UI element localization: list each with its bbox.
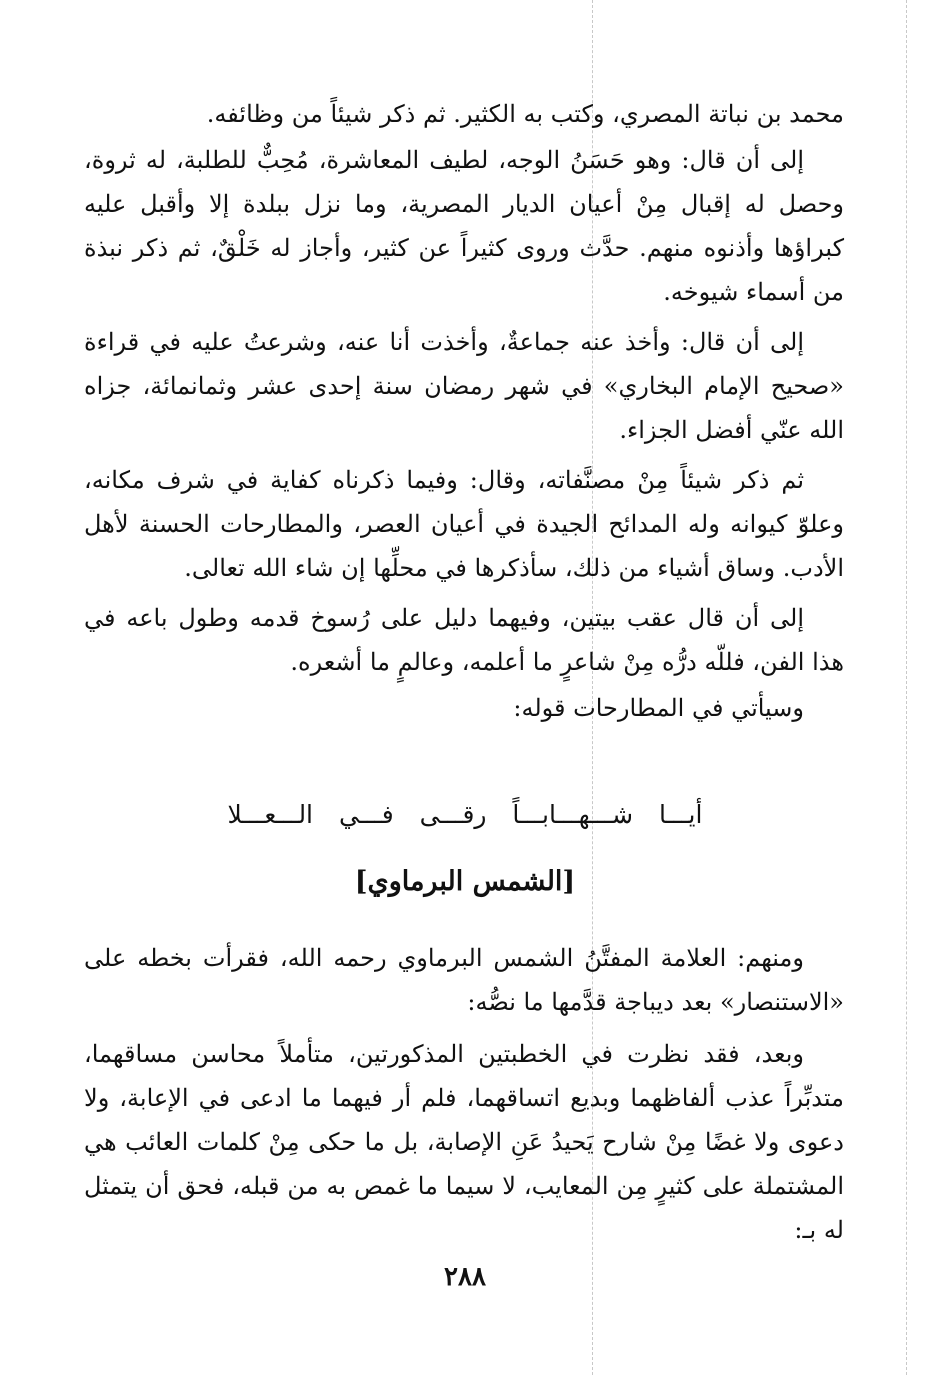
paragraph-barmawi-text: وبعد، فقد نظرت في الخطبتين المذكورتين، متأملاً محاسن مساقهما، متدبِّراً عذب ألفاظهما وبديع اتساقهما، فلم أر فيهما ما ادعى في الإعابة، ولا دعوى ولا غضًا مِنْ شارح يَحيدُ عَنِ الإصابة، بل ما حكى مِنْ كلمات العائب هي المشتملة على كثيرٍ مِن المعايب، لا سيما ما غمص به من قبله، فحق أن يتمثل له بـ: <box>84 1040 844 1244</box>
bottom-text-block <box>84 936 844 1252</box>
poem-verse: أيـــا شـــهـــابـــاً رقـــى فـــي الـــعـــلا <box>227 800 703 829</box>
scan-fold-line-right <box>906 0 907 1375</box>
paragraph-verse-intro: وسيأتي في المطارحات قوله: <box>513 694 804 722</box>
page-number: ٢٨٨ <box>444 1262 486 1292</box>
section-heading: [الشمس البرماوي] <box>354 866 576 897</box>
paragraph-praise: إلى أن قال عقب بيتين، وفيهما دليل على رُسوخ قدمه وطول باعه في هذا الفن، فللّه درُّه مِنْ شاعرٍ ما أعلمه، وعالمٍ ما أشعره. <box>84 604 844 676</box>
paragraph-students: إلى أن قال: وأخذ عنه جماعةٌ، وأخذت أنا عنه، وشرعتُ عليه في قراءة «صحيح الإمام البخاري» في شهر رمضان سنة إحدى عشر وثمانمائة، جزاه الله عنّي أفضل الجزاء. <box>84 328 844 444</box>
top-text-block <box>84 92 844 730</box>
paragraph-biography: إلى أن قال: وهو حَسَنُ الوجه، لطيف المعاشرة، مُحِبٌّ للطلبة، له ثروة، وحصل له إقبال مِنْ أعيان الديار المصرية، وما نزل ببلدة إلا وأقبل عليه كبراؤها وأذنوه منهم. حدَّث وروى كثيراً عن كثير، وأجاز له خَلْقٌ، ثم ذكر نبذة من أسماء شيوخه. <box>84 146 844 306</box>
paragraph-barmawi-intro: ومنهم: العلامة المفتَّنُ الشمس البرماوي رحمه الله، فقرأت بخطه على «الاستنصار» بعد ديباجة قدَّمها ما نصُّه: <box>84 944 844 1016</box>
paragraph-works: ثم ذكر شيئاً مِنْ مصنَّفاته، وقال: وفيما ذكرناه كفاية في شرف مكانه، وعلوّ كيوانه وله المدائح الجيدة في أعيان العصر، والمطارحات الحسنة لأهل الأدب. وساق أشياء من ذلك، سأذكرها في محلِّها إن شاء الله تعالى. <box>84 466 844 582</box>
paragraph-continuation: محمد بن نباتة المصري، وكتب به الكثير. ثم ذكر شيئاً من وظائفه. <box>206 100 844 128</box>
